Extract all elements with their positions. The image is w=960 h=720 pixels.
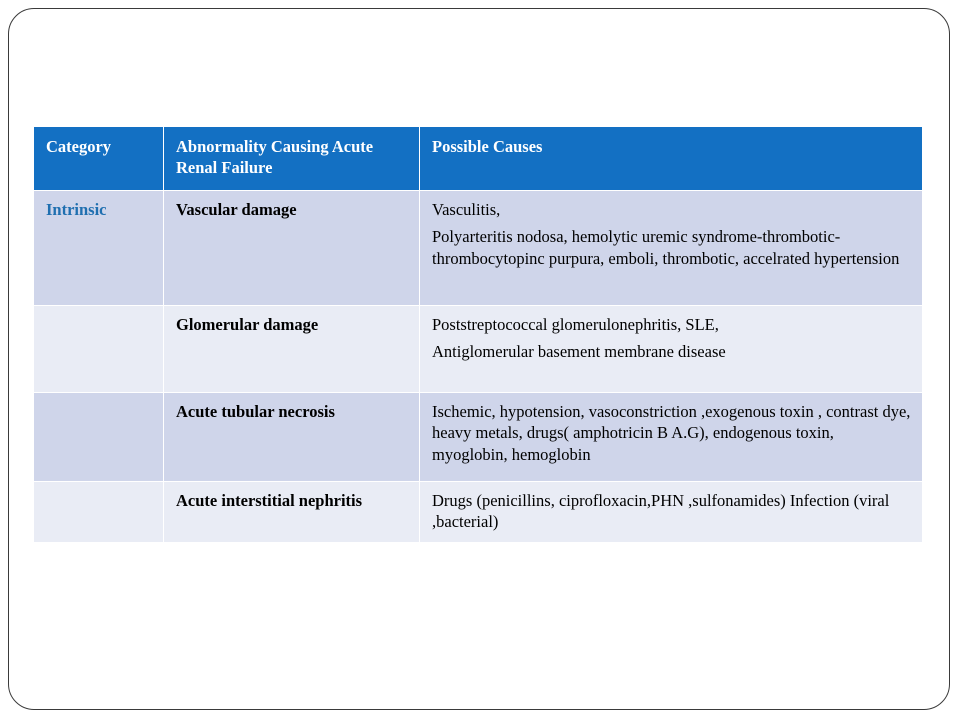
header-category: Category <box>34 127 164 191</box>
cell-abnormality: Glomerular damage <box>164 306 420 393</box>
table-header-row <box>34 127 923 191</box>
cause-line: Vasculitis, <box>432 200 501 219</box>
table-row <box>34 191 923 306</box>
cell-category <box>34 306 164 393</box>
cell-causes <box>420 306 923 393</box>
cause-line: Poststreptococcal glomerulonephritis, SLE, <box>432 315 719 334</box>
cell-category <box>34 393 164 482</box>
cell-abnormality: Acute interstitial nephritis <box>164 482 420 543</box>
cell-causes <box>420 191 923 306</box>
table-row <box>34 482 923 543</box>
table-row <box>34 393 923 482</box>
cell-causes <box>420 393 923 482</box>
cell-category: Intrinsic <box>34 191 164 306</box>
cause-line: Drugs (penicillins, ciprofloxacin,PHN ,sulfonamides) Infection (viral ,bacterial) <box>432 491 890 532</box>
renal-failure-table <box>33 126 923 543</box>
header-possible-causes: Possible Causes <box>420 127 923 191</box>
cell-abnormality: Vascular damage <box>164 191 420 306</box>
cause-line: Antiglomerular basement membrane disease <box>432 342 726 362</box>
cause-line: Ischemic, hypotension, vasoconstriction ,exogenous toxin , contrast dye, heavy metals, drugs( amphotricin B A.G), endogenous toxin, myoglobin, hemoglobin <box>432 402 911 464</box>
cause-line: Polyarteritis nodosa, hemolytic uremic syndrome-thrombotic-thrombocytopinc purpura, emboli, thrombotic, accelrated hypertension <box>432 227 900 268</box>
table-row <box>34 306 923 393</box>
cell-abnormality: Acute tubular necrosis <box>164 393 420 482</box>
header-abnormality: Abnormality Causing Acute Renal Failure <box>164 127 420 191</box>
cell-causes <box>420 482 923 543</box>
cell-category <box>34 482 164 543</box>
